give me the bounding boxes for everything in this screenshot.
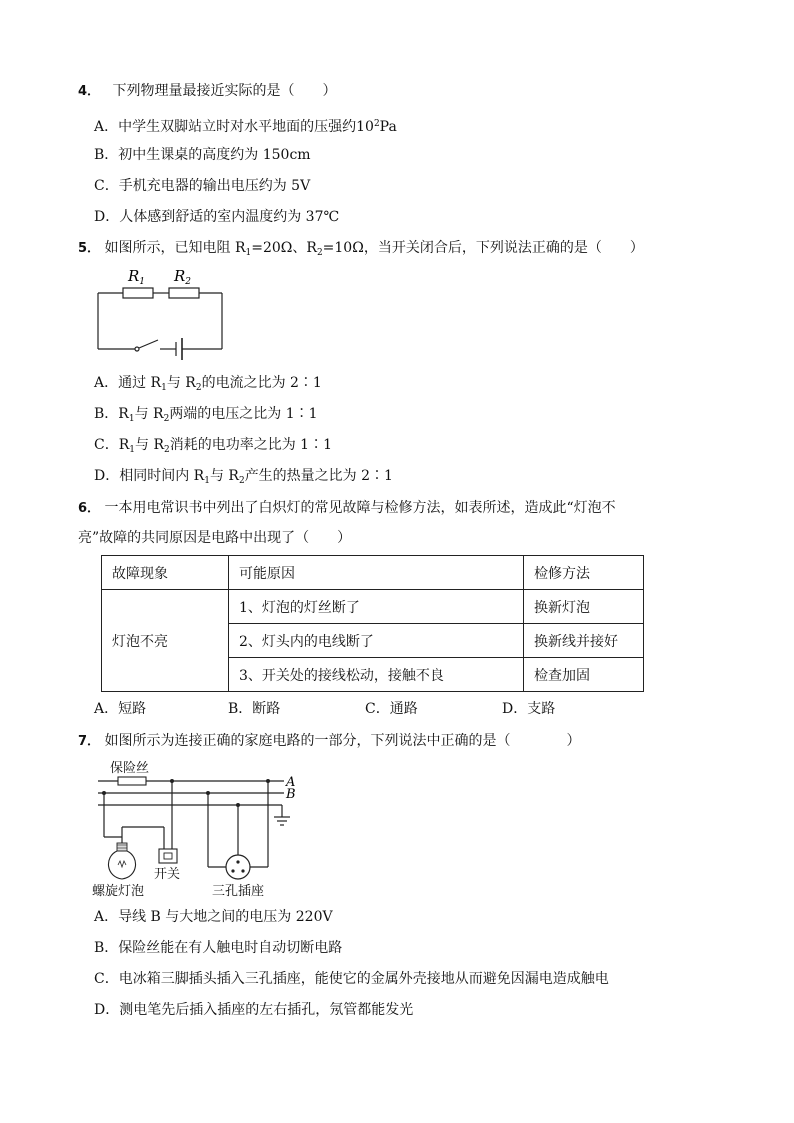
q6-option-c[interactable]: C．通路	[365, 701, 418, 717]
question-number: 4．	[78, 84, 101, 99]
household-circuit-diagram	[92, 757, 312, 902]
table-header-row	[102, 556, 644, 590]
r2-label: $R_2$	[174, 267, 192, 287]
table-cell: 3、开关处的接线松动，接触不良	[229, 658, 524, 692]
switch-label: 开关	[154, 867, 181, 882]
q6-option-d[interactable]: D．支路	[502, 701, 556, 717]
table-cell: 换新灯泡	[524, 590, 644, 624]
fuse-symbol	[118, 777, 146, 785]
question-number: 7．	[78, 734, 101, 749]
bulb-icon	[108, 843, 135, 879]
q5-option-b[interactable]: B．$R_1$与 $R_2$两端的电压之比为 1∶1	[94, 406, 318, 424]
question-7-stem: 7． 如图所示为连接正确的家庭电路的一部分，下列说法中正确的是（ ）	[78, 733, 581, 749]
fault-table	[101, 555, 644, 692]
table-header: 可能原因	[229, 556, 524, 590]
switch-lever	[139, 340, 158, 348]
resistor-r1	[123, 288, 153, 298]
q6-option-a[interactable]: A．短路	[94, 701, 147, 717]
switch-contact	[135, 347, 139, 351]
table-cell: 换新线并接好	[524, 624, 644, 658]
table-cell: 1、灯泡的灯丝断了	[229, 590, 524, 624]
series-circuit-diagram	[92, 262, 232, 362]
question-number: 5．	[78, 241, 101, 256]
line-a-label: A	[286, 775, 296, 790]
table-header: 故障现象	[102, 556, 229, 590]
q7-option-c[interactable]: C．电冰箱三脚插头插入三孔插座，能使它的金属外壳接地从而避免因漏电造成触电	[94, 971, 609, 987]
question-number: 6．	[78, 501, 101, 516]
question-6-stem-line1: 6． 一本用电常识书中列出了白炽灯的常见故障与检修方法，如表所述，造成此“灯泡不	[78, 500, 616, 516]
r1-label: $R_1$	[128, 267, 146, 287]
q4-option-a[interactable]: A．中学生双脚站立时对水平地面的压强约$10^2Pa$	[94, 119, 397, 135]
table-cell: 2、灯头内的电线断了	[229, 624, 524, 658]
q7-option-d[interactable]: D．测电笔先后插入插座的左右插孔，氖管都能发光	[94, 1002, 414, 1018]
q6-option-b[interactable]: B．断路	[228, 701, 281, 717]
q7-option-b[interactable]: B．保险丝能在有人触电时自动切断电路	[94, 940, 343, 956]
q5-option-a[interactable]: A．通过 $R_1$与 $R_2$的电流之比为 2∶1	[94, 375, 322, 393]
q5-option-c[interactable]: C．$R_1$与 $R_2$消耗的电功率之比为 1∶1	[94, 437, 332, 455]
q4-option-c[interactable]: C．手机充电器的输出电压约为 5V	[94, 178, 311, 194]
question-4-stem: 4． 下列物理量最接近实际的是（ ）	[78, 83, 337, 99]
table-header: 检修方法	[524, 556, 644, 590]
three-hole-socket-icon	[226, 855, 250, 879]
q4-option-b[interactable]: B．初中生课桌的高度约为 150cm	[94, 147, 311, 163]
question-5-stem: 5． 如图所示，已知电阻 $R_1=20\Omega$、$R_2=10\Omega$，当开关闭合后，下列说法正确的是（ ）	[78, 240, 644, 258]
resistor-r2	[169, 288, 199, 298]
fuse-label: 保险丝	[110, 761, 150, 776]
socket-label: 三孔插座	[212, 884, 265, 899]
question-6-stem-line2: 亮”故障的共同原因是电路中出现了（ ）	[78, 530, 352, 546]
table-row	[102, 590, 644, 624]
table-cell: 检查加固	[524, 658, 644, 692]
q7-option-a[interactable]: A．导线 B 与大地之间的电压为 220V	[94, 909, 333, 925]
table-cell-phenomenon: 灯泡不亮	[102, 590, 229, 692]
q5-option-d[interactable]: D．相同时间内 $R_1$与 $R_2$产生的热量之比为 2∶1	[94, 468, 393, 486]
bulb-label: 螺旋灯泡	[92, 884, 145, 899]
q4-option-d[interactable]: D．人体感到舒适的室内温度约为 37℃	[94, 209, 340, 225]
line-b-label: B	[286, 787, 296, 802]
